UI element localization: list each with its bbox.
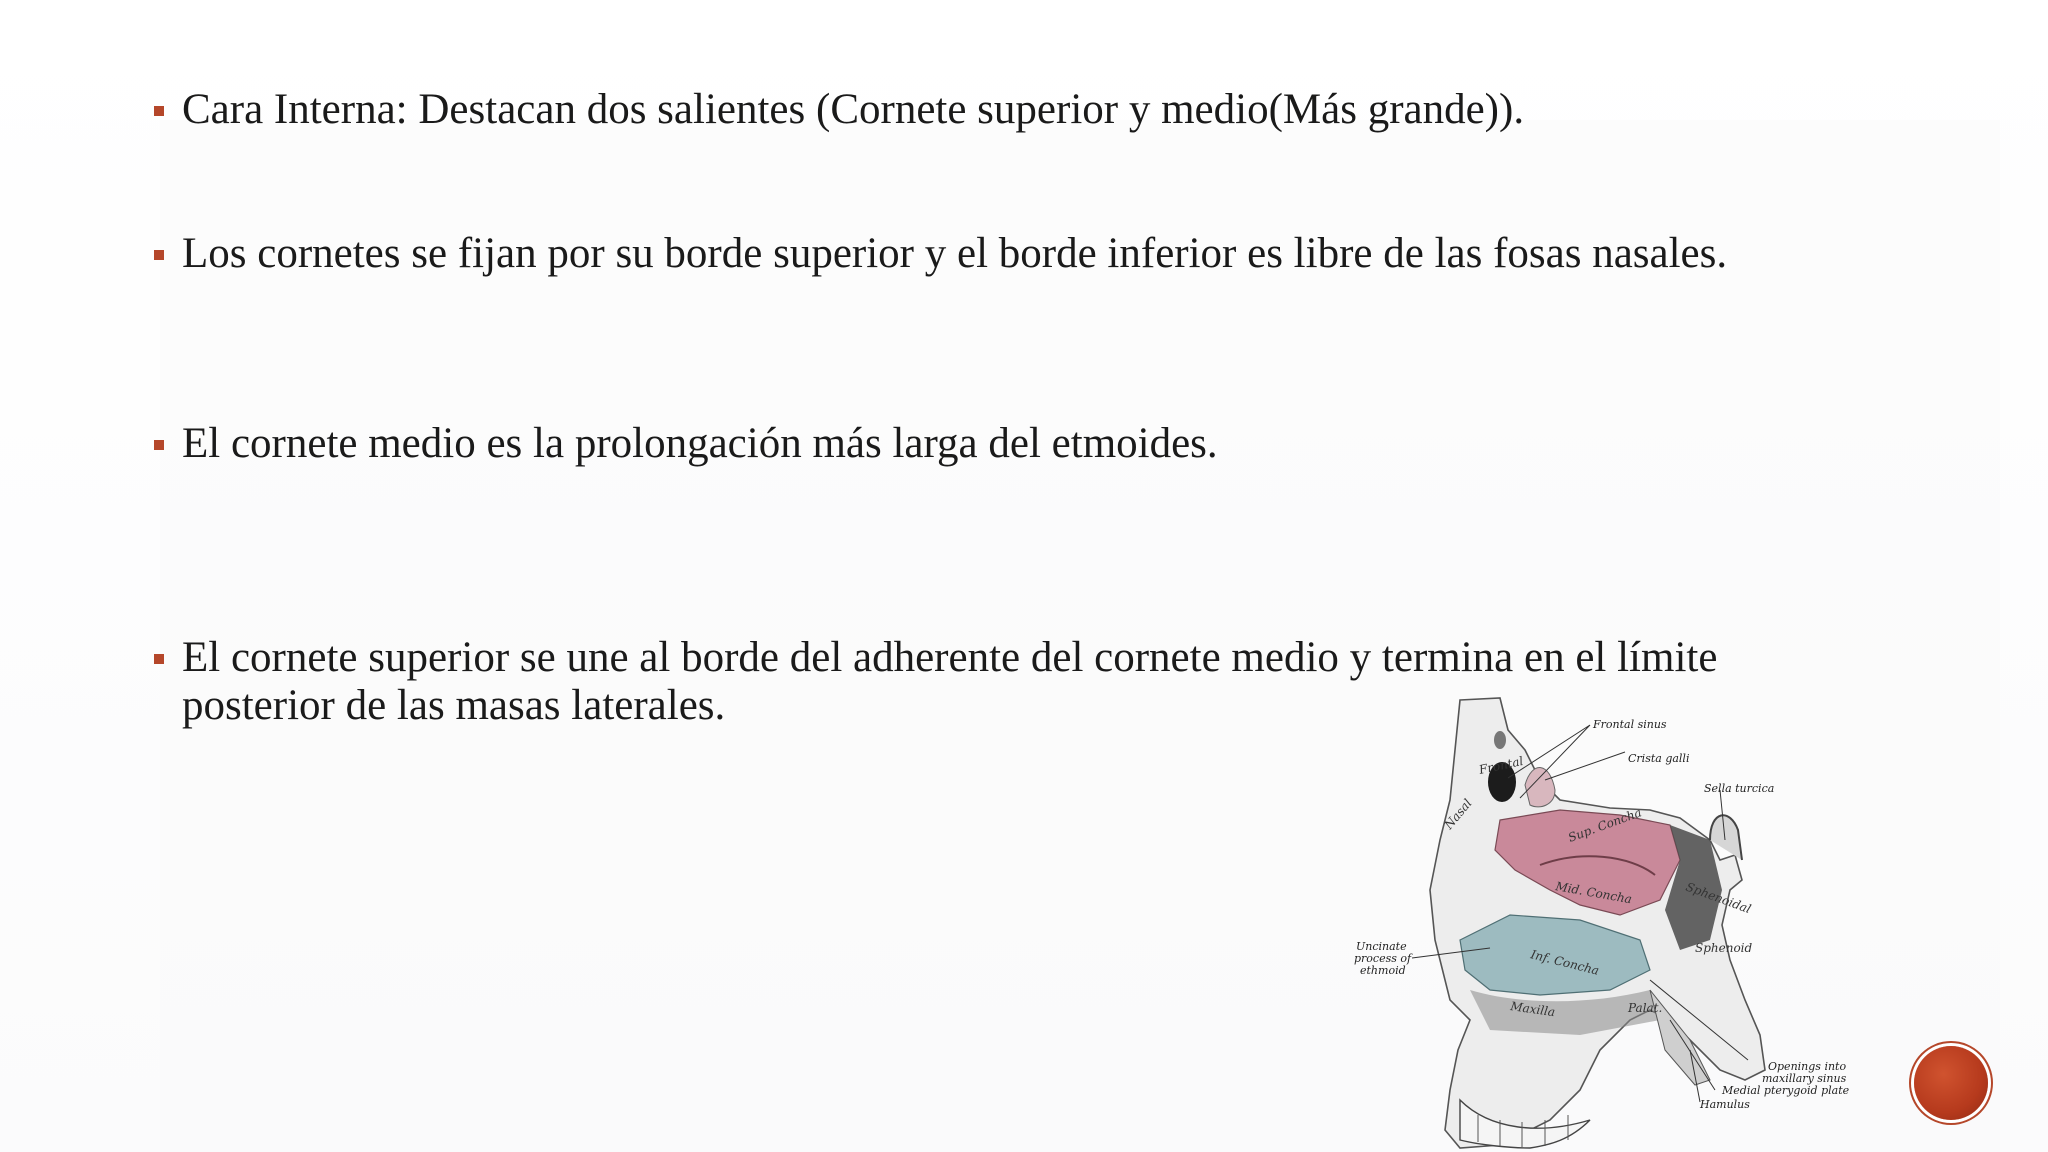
- bullet-marker-icon: [154, 250, 164, 260]
- svg-text:Palat.: Palat.: [1628, 1001, 1663, 1015]
- bullet-text: El cornete medio es la prolongación más larga del etmoides.: [182, 420, 1218, 467]
- nasal-cavity-illustration: [1350, 690, 1870, 1152]
- svg-text:Medial pterygoid plate: Medial pterygoid plate: [1722, 1084, 1850, 1097]
- svg-text:Sphenoid: Sphenoid: [1695, 941, 1753, 955]
- svg-text:Mid. Concha: Mid. Concha: [1554, 879, 1633, 907]
- next-slide-button[interactable]: [1914, 1046, 1988, 1120]
- bullet-item: [150, 86, 1790, 134]
- bullet-text: Los cornetes se fijan por su borde superior y el borde inferior es libre de las fosas nasales.: [182, 230, 1728, 277]
- svg-text:Inf. Concha: Inf. Concha: [1529, 947, 1601, 978]
- bullet-marker-icon: [154, 654, 164, 664]
- svg-text:Sup. Concha: Sup. Concha: [1566, 805, 1644, 845]
- svg-text:Hamulus: Hamulus: [1700, 1098, 1750, 1111]
- svg-text:process of: process of: [1354, 952, 1412, 965]
- bullet-item: [150, 230, 1790, 278]
- svg-text:Nasal: Nasal: [1441, 796, 1475, 832]
- svg-text:Crista galli: Crista galli: [1628, 752, 1690, 765]
- svg-text:ethmoid: ethmoid: [1360, 964, 1406, 977]
- svg-text:maxillary sinus: maxillary sinus: [1762, 1072, 1847, 1085]
- bullet-marker-icon: [154, 440, 164, 450]
- svg-text:Sphenoidal: Sphenoidal: [1683, 879, 1753, 917]
- svg-text:Frontal: Frontal: [1477, 753, 1525, 777]
- svg-text:Uncinate: Uncinate: [1356, 940, 1407, 953]
- svg-text:Openings into: Openings into: [1768, 1060, 1847, 1073]
- bullet-marker-icon: [154, 106, 164, 116]
- svg-text:Sella turcica: Sella turcica: [1704, 782, 1775, 795]
- bullet-item: [150, 420, 1790, 468]
- svg-text:Maxilla: Maxilla: [1509, 999, 1556, 1020]
- bullet-text: Cara Interna: Destacan dos salientes (Cornete superior y medio(Más grande)).: [182, 86, 1525, 133]
- svg-text:Frontal sinus: Frontal sinus: [1593, 718, 1667, 731]
- bullet-text: El cornete superior se une al borde del adherente del cornete medio y termina en el límite posterior de las masas laterales.: [182, 634, 1718, 729]
